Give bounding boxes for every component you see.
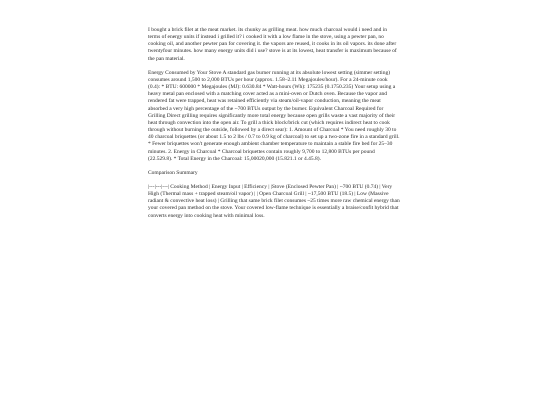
user-question: I bought a brick filet at the meat market. its chunky as grilling meat. how much charcoal would i need and in terms of energy units if instead i grilled it? i cooked it with a low flame in the stove, using a pewter pan, no cooking oil, and another pewter pan for covering it. the vapors are reused, it cooks in its oil vapors. its done after twentyfour minutes. how many energy units did i use? stove is at its lowest, heat transfer is maximum because of the pan material.: [148, 27, 397, 62]
document-body: [148, 27, 400, 227]
answer-energy-section: Energy Consumed by Your Stove A standard gas burner running at its absolute lowest setting (simmer setting) consumes around 1,500 to 2,000 BTUs per hour (approx. 1.58–2.11 Megajoules/hour). For a 24-minute cook (0.4): * BTU: 600000 * Megajoules (MJ): 0.630.84 * Watt-hours (Wh): 175235 (0.1750.235) Your setup using a heavy metal pan enclosed with a matching cover acted as a mini-oven or Dutch oven. Because the vapor and rendered fat were trapped, heat was retained efficiently via steam/oil-vapor conduction, meaning the meat absorbed a very high percentage of the ~700 BTUs output by the burner. Equivalent Charcoal Required for Grilling Direct grilling requires significantly more total energy because open grills waste a vast majority of their heat through convection into the open air. To grill a thick block/brick cut (which requires indirect heat to cook through without burning the outside, followed by a direct sear): 1. Amount of Charcoal * You need roughly 30 to 40 charcoal briquettes (or about 1.5 to 2 lbs / 0.7 to 0.9 kg of charcoal) to set up a two-zone fire in a standard grill. * Fewer briquettes won't generate enough ambient chamber temperature to maintain a stable fire bed for 25–30 minutes. 2. Energy in Charcoal * Charcoal briquettes contain roughly 9,700 to 12,800 BTUs per pound (22.529.8). * Total Energy in the Charcoal: 15,00020,000 (15.821.1 or 4.45.8).: [148, 69, 400, 162]
comparison-table-text: |---|---|---| Cooking Method | Energy Input | Efficiency | |Stove (Enclosed Pewter Pan) | ~700 BTU (0.74) | Very High (Thermal mass + trapped steam/oil vapor) | | Open Charcoal Grill | ~17,500 BTU (18.5) | Low (Massive radiant & convective heat loss) | Grilling that same brick filet consumes ~25 times more raw chemical energy than your covered pan method on the stove. Your covered low-flame technique is essentially a braise/confit hybrid that converts energy into cooking heat with minimal loss.: [148, 183, 400, 219]
comparison-heading: Comparison Summary: [148, 169, 198, 176]
